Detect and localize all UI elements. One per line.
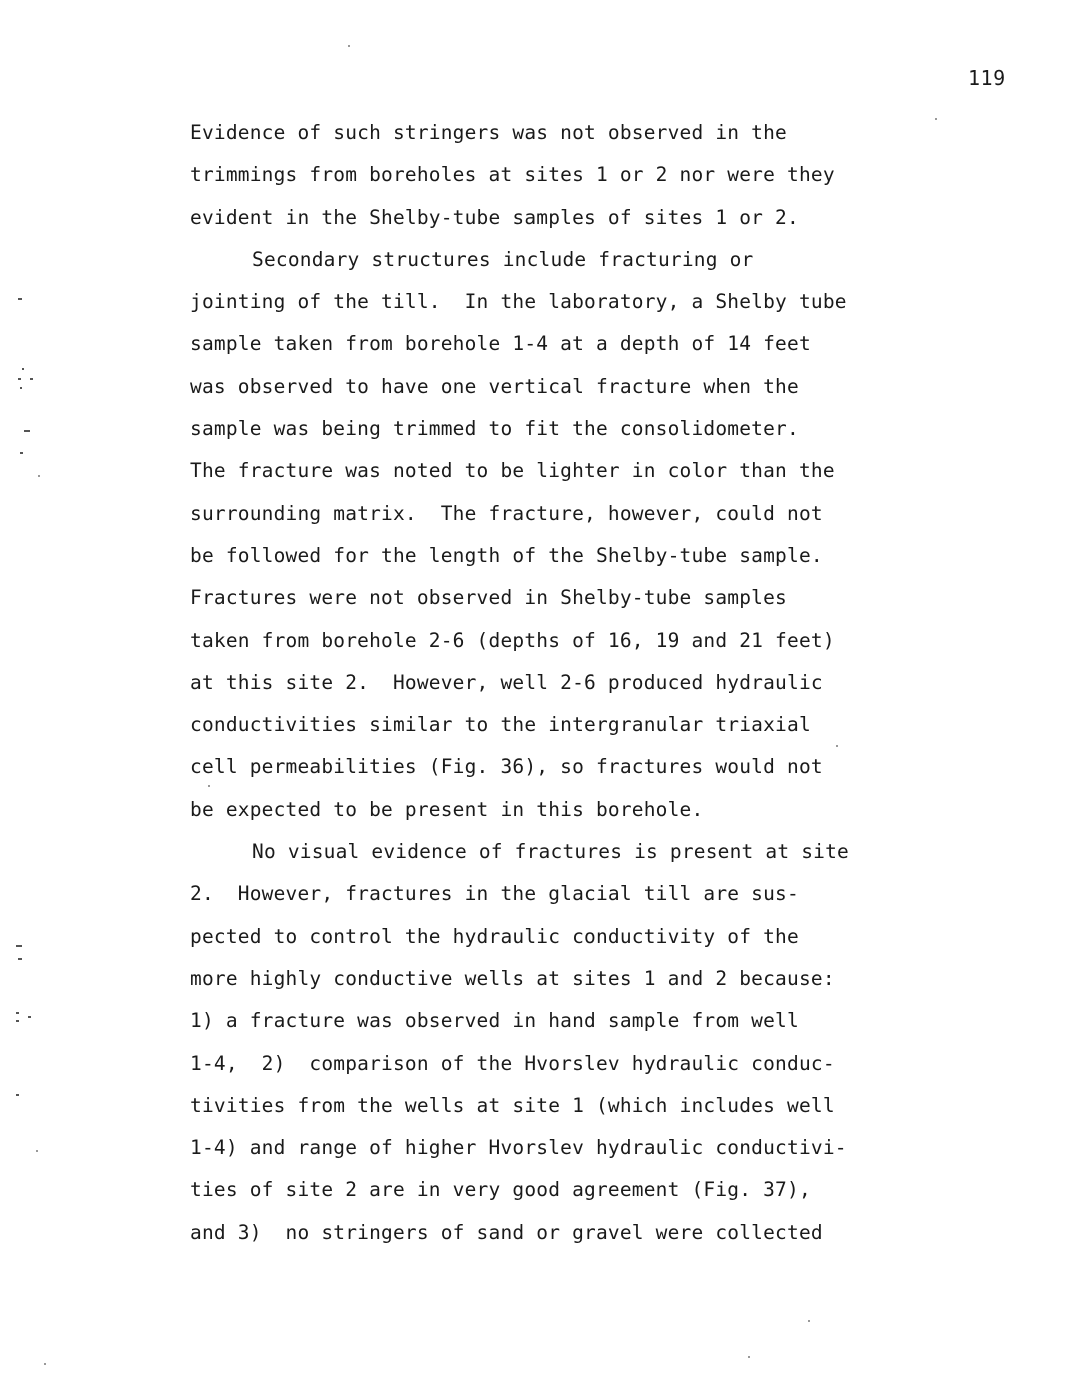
text-line: Evidence of such stringers was not observed in the [190, 121, 787, 144]
text-line: taken from borehole 2-6 (depths of 16, 19 and 21 feet) [190, 628, 835, 652]
text-line: 1-4, 2) comparison of the Hvorslev hydraulic conduc- [190, 1051, 835, 1075]
body-text [190, 112, 950, 1254]
text-line: sample taken from borehole 1-4 at a depth of 14 feet [190, 332, 811, 356]
text-line: and 3) no stringers of sand or gravel were collected [190, 1220, 823, 1244]
text-line: tivities from the wells at site 1 (which includes well [190, 1093, 835, 1117]
text-line: was observed to have one vertical fracture when the [190, 374, 799, 398]
text-line: trimmings from boreholes at sites 1 or 2 nor were they [190, 163, 835, 187]
paragraph [190, 112, 950, 239]
paragraph [190, 239, 950, 831]
text-line: pected to control the hydraulic conductivity of the [190, 924, 799, 948]
text-line: at this site 2. However, well 2-6 produced hydraulic [190, 670, 823, 694]
paragraph [190, 831, 950, 1254]
text-line: Secondary structures include fracturing or [252, 247, 754, 271]
page-number: 119 [968, 66, 1006, 90]
text-line: jointing of the till. In the laboratory, a Shelby tube [190, 290, 847, 314]
text-line: The fracture was noted to be lighter in color than the [190, 459, 835, 483]
text-line: cell permeabilities (Fig. 36), so fractures would not [190, 755, 823, 779]
text-line: No visual evidence of fractures is present at site [252, 840, 849, 864]
text-line: Fractures were not observed in Shelby-tube samples [190, 586, 787, 610]
text-line: more highly conductive wells at sites 1 and 2 because: [190, 966, 835, 990]
text-line: 2. However, fractures in the glacial till are sus- [190, 882, 799, 906]
text-line: 1-4) and range of higher Hvorslev hydraulic conductivi- [190, 1136, 847, 1160]
text-line: be expected to be present in this borehole. [190, 797, 704, 821]
text-line: be followed for the length of the Shelby-tube sample. [190, 543, 823, 567]
text-line: conductivities similar to the intergranular triaxial [190, 713, 811, 737]
text-line: surrounding matrix. The fracture, however, could not [190, 501, 823, 525]
text-line: 1) a fracture was observed in hand sample from well [190, 1009, 799, 1033]
text-line: ties of site 2 are in very good agreement (Fig. 37), [190, 1178, 811, 1202]
text-line: sample was being trimmed to fit the consolidometer. [190, 417, 799, 441]
text-line: evident in the Shelby-tube samples of sites 1 or 2. [190, 205, 799, 229]
